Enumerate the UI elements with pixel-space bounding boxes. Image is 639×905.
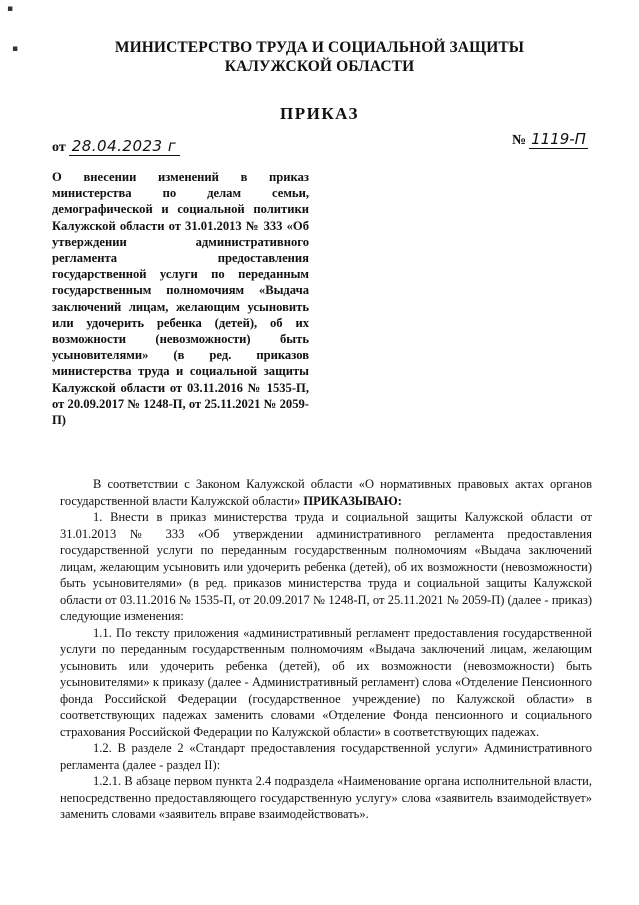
intro-paragraph: [60, 476, 592, 509]
order-word: ПРИКАЗЫВАЮ:: [303, 493, 402, 508]
document-type-title: ПРИКАЗ: [280, 104, 359, 123]
ministry-name-line1: МИНИСТЕРСТВО ТРУДА И СОЦИАЛЬНОЙ ЗАЩИТЫ: [114, 39, 525, 56]
order-subject: О внесении изменений в приказ министерства по делам семьи, демографической и социальной политики Калужской области от 31.01.2013 № 333 «Об утверждении административного регламента предоставления государственной услуги по переданным государственным полномочиям «Выдача заключений лицам, желающим усыновить или удочерить ребенка (детей), об их возможности (невозможности) быть усыновителями» (в ред. приказов министерства труда и социальной защиты Калужской области от 03.11.2016 № 1535-П, от 20.09.2017 № 1248-П, от 25.11.2021 № 2059-П): [52, 170, 309, 428]
order-body: [60, 476, 592, 823]
paragraph-1-2-1: 1.2.1. В абзаце первом пункта 2.4 подраздела «Наименование органа исполнительной власти, непосредственно предоставляющего государственную услугу» слова «заявитель взаимодействует» заменить словами «заявитель вправе взаимодействовать».: [60, 774, 592, 821]
number-prefix: №: [512, 133, 527, 148]
handwritten-date: 28.04.2023 г: [69, 137, 181, 156]
date-prefix: от: [52, 140, 66, 155]
paragraph-1-2: 1.2. В разделе 2 «Стандарт предоставления государственной услуги» Административного регламента (далее - раздел II):: [60, 741, 592, 772]
scan-artifact-mark: ▪: [12, 44, 19, 54]
scan-artifact-mark: ▪: [7, 4, 14, 14]
ministry-header: [0, 38, 639, 76]
paragraph-1-1: 1.1. По тексту приложения «административный регламент предоставления государственной услуги по переданным государственным полномочиям «Выдача заключений лицам, желающим усыновить или удочерить ребенка (детей), об их возможности (невозможности) быть усыновителями» к приказу (далее - Административный регламент) слова «Отделение Пенсионного фонда Российской Федерации (государственное учреждение) по Калужской области» в соответствующих падежах заменить словами «Отделение Фонда пенсионного и социального страхования Российской Федерации по Калужской области» в соответствующих падежах.: [60, 625, 592, 739]
order-number: [512, 130, 588, 149]
ministry-name-line2: КАЛУЖСКОЙ ОБЛАСТИ: [224, 58, 415, 75]
handwritten-number: 1119-П: [531, 130, 586, 148]
intro-text: В соответствии с Законом Калужской области «О нормативных правовых актах органов государственной власти Калужской области»: [60, 477, 592, 508]
paragraph-1: 1. Внести в приказ министерства труда и социальной защиты Калужской области от 31.01.2013 № 333 «Об утверждении административного регламента предоставления государственной услуги по переданным государственным полномочиям «Выдача заключений лицам, желающим усыновить или удочерить ребенка (детей), об их возможности (невозможности) быть усыновителями» (в ред. приказов министерства труда и социальной защиты Калужской области от 03.11.2016 № 1535-П, от 20.09.2017 № 1248-П, от 25.11.2021 № 2059-П) (далее - приказ) следующие изменения:: [60, 510, 592, 623]
order-date: [52, 137, 180, 156]
